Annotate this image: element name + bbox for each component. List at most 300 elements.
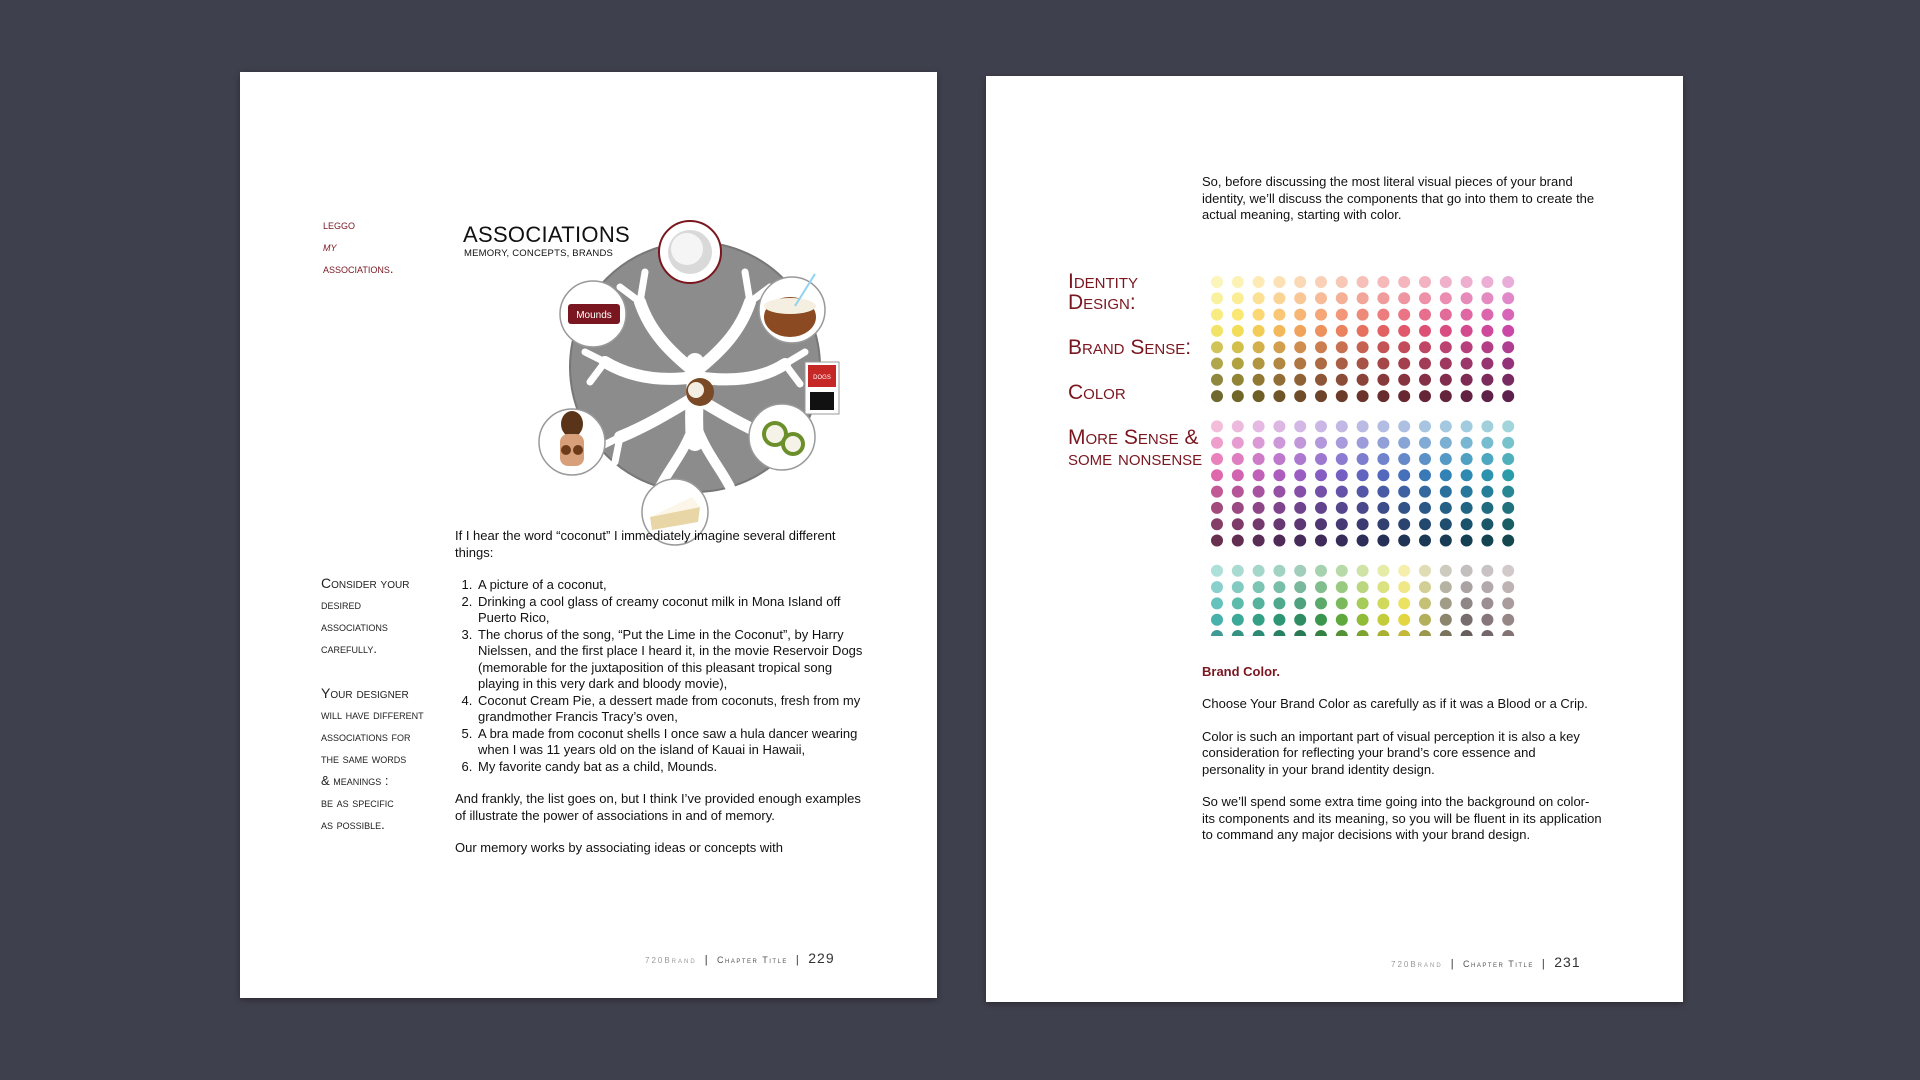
color-swatch bbox=[1481, 630, 1493, 636]
color-swatch bbox=[1502, 292, 1514, 304]
color-swatch bbox=[1440, 292, 1452, 304]
color-swatch bbox=[1294, 453, 1306, 465]
color-swatch bbox=[1315, 565, 1327, 577]
title-identity-design: Identity Design: bbox=[1068, 270, 1139, 314]
color-swatch bbox=[1232, 486, 1244, 498]
color-swatch bbox=[1461, 581, 1473, 593]
color-swatch bbox=[1357, 535, 1369, 547]
color-swatch bbox=[1315, 358, 1327, 370]
color-swatch bbox=[1211, 276, 1223, 288]
color-swatch bbox=[1315, 420, 1327, 432]
color-swatch bbox=[1461, 374, 1473, 386]
color-swatch bbox=[1398, 341, 1410, 353]
side-note-line: & meanings : bbox=[321, 773, 389, 788]
side-note-consider bbox=[321, 572, 456, 660]
footer-brand: 720Brand bbox=[1391, 960, 1443, 969]
color-swatch bbox=[1336, 341, 1348, 353]
color-swatch bbox=[1315, 469, 1327, 481]
coconut-half-icon bbox=[659, 221, 721, 283]
color-swatch bbox=[1315, 486, 1327, 498]
color-swatch bbox=[1440, 437, 1452, 449]
page-number: 229 bbox=[808, 950, 835, 966]
color-swatch bbox=[1336, 309, 1348, 321]
diagram-subtitle: MEMORY, CONCEPTS, BRANDS bbox=[464, 248, 614, 259]
side-note-line: associations bbox=[321, 619, 388, 634]
color-swatch bbox=[1502, 535, 1514, 547]
color-swatch bbox=[1253, 565, 1265, 577]
color-swatch bbox=[1253, 469, 1265, 481]
paragraph: Our memory works by associating ideas or concepts with bbox=[455, 840, 784, 855]
color-swatch bbox=[1211, 292, 1223, 304]
color-swatch bbox=[1294, 390, 1306, 402]
color-swatch bbox=[1211, 614, 1223, 626]
color-swatch bbox=[1253, 374, 1265, 386]
left-page bbox=[240, 72, 937, 998]
color-swatch bbox=[1211, 437, 1223, 449]
color-swatch bbox=[1502, 276, 1514, 288]
color-swatch bbox=[1294, 535, 1306, 547]
color-swatch bbox=[1419, 309, 1431, 321]
color-swatch bbox=[1461, 276, 1473, 288]
color-swatch-chart bbox=[1208, 276, 1598, 636]
color-swatch bbox=[1481, 453, 1493, 465]
color-swatch bbox=[1461, 390, 1473, 402]
list-item: 4. Coconut Cream Pie, a dessert made from coconuts, fresh from my grandmother Francis Tracy’s oven, bbox=[476, 693, 875, 726]
color-swatch bbox=[1211, 325, 1223, 337]
color-swatch bbox=[1461, 292, 1473, 304]
color-swatch bbox=[1336, 374, 1348, 386]
list-item: 2. Drinking a cool glass of creamy coconut milk in Mona Island off Puerto Rico, bbox=[476, 594, 875, 627]
color-swatch bbox=[1377, 358, 1389, 370]
page-footer: 720Brand | Chapter Title | 229 bbox=[645, 950, 835, 966]
color-swatch bbox=[1377, 502, 1389, 514]
color-swatch bbox=[1232, 502, 1244, 514]
color-swatch bbox=[1461, 614, 1473, 626]
color-swatch bbox=[1294, 502, 1306, 514]
color-swatch bbox=[1357, 358, 1369, 370]
color-swatch bbox=[1315, 518, 1327, 530]
color-swatch bbox=[1211, 581, 1223, 593]
color-swatch bbox=[1294, 469, 1306, 481]
color-swatch bbox=[1502, 358, 1514, 370]
color-swatch bbox=[1294, 486, 1306, 498]
side-note-line: Consider your bbox=[321, 575, 410, 591]
color-swatch bbox=[1461, 486, 1473, 498]
color-swatch bbox=[1294, 358, 1306, 370]
color-swatch bbox=[1253, 597, 1265, 609]
color-swatch bbox=[1481, 518, 1493, 530]
color-swatch bbox=[1440, 341, 1452, 353]
color-swatch bbox=[1461, 453, 1473, 465]
color-swatch bbox=[1419, 614, 1431, 626]
color-swatch bbox=[1398, 597, 1410, 609]
color-swatch bbox=[1211, 535, 1223, 547]
color-swatch bbox=[1232, 276, 1244, 288]
color-swatch bbox=[1398, 453, 1410, 465]
color-swatch bbox=[1357, 597, 1369, 609]
color-swatch bbox=[1502, 581, 1514, 593]
color-swatch bbox=[1336, 597, 1348, 609]
color-swatch bbox=[1273, 535, 1285, 547]
color-swatch bbox=[1336, 276, 1348, 288]
color-swatch bbox=[1419, 358, 1431, 370]
color-swatch bbox=[1211, 341, 1223, 353]
color-swatch bbox=[1502, 437, 1514, 449]
color-swatch bbox=[1377, 292, 1389, 304]
color-swatch bbox=[1232, 341, 1244, 353]
color-swatch bbox=[1232, 453, 1244, 465]
color-swatch bbox=[1253, 581, 1265, 593]
color-swatch bbox=[1502, 390, 1514, 402]
color-swatch bbox=[1315, 276, 1327, 288]
color-swatch bbox=[1211, 518, 1223, 530]
color-swatch bbox=[1377, 420, 1389, 432]
color-swatch bbox=[1336, 581, 1348, 593]
color-swatch bbox=[1336, 453, 1348, 465]
svg-text:DOGS: DOGS bbox=[813, 375, 831, 381]
color-swatch bbox=[1232, 292, 1244, 304]
color-swatch bbox=[1211, 469, 1223, 481]
side-note-line: carefully. bbox=[321, 641, 377, 656]
color-swatch bbox=[1440, 565, 1452, 577]
side-note-line: as possible. bbox=[321, 817, 385, 832]
color-swatch bbox=[1398, 390, 1410, 402]
color-swatch bbox=[1419, 469, 1431, 481]
color-swatch bbox=[1294, 276, 1306, 288]
color-swatch bbox=[1398, 614, 1410, 626]
color-swatch bbox=[1232, 390, 1244, 402]
color-swatch bbox=[1481, 581, 1493, 593]
color-swatch bbox=[1273, 581, 1285, 593]
color-swatch bbox=[1461, 502, 1473, 514]
color-swatch bbox=[1294, 325, 1306, 337]
color-swatch bbox=[1398, 325, 1410, 337]
color-swatch bbox=[1481, 276, 1493, 288]
page-footer: 720Brand | Chapter Title | 231 bbox=[1391, 954, 1581, 970]
color-swatch bbox=[1481, 292, 1493, 304]
color-swatch bbox=[1398, 309, 1410, 321]
color-swatch bbox=[1377, 374, 1389, 386]
color-swatch bbox=[1273, 276, 1285, 288]
color-swatch bbox=[1294, 597, 1306, 609]
color-swatch bbox=[1502, 374, 1514, 386]
color-swatch bbox=[1357, 502, 1369, 514]
color-swatch bbox=[1398, 358, 1410, 370]
color-swatch bbox=[1315, 630, 1327, 636]
color-swatch bbox=[1377, 630, 1389, 636]
side-note-line: desired bbox=[321, 597, 362, 612]
color-swatch bbox=[1357, 437, 1369, 449]
color-swatch bbox=[1253, 325, 1265, 337]
color-swatch bbox=[1440, 581, 1452, 593]
color-swatch bbox=[1481, 614, 1493, 626]
color-swatch bbox=[1461, 535, 1473, 547]
color-swatch bbox=[1315, 341, 1327, 353]
color-swatch bbox=[1232, 358, 1244, 370]
color-swatch bbox=[1481, 374, 1493, 386]
color-swatch bbox=[1273, 292, 1285, 304]
color-swatch bbox=[1461, 325, 1473, 337]
associations-diagram bbox=[520, 212, 850, 582]
color-swatch bbox=[1211, 453, 1223, 465]
color-swatch bbox=[1294, 309, 1306, 321]
color-swatch bbox=[1315, 325, 1327, 337]
color-swatch bbox=[1419, 453, 1431, 465]
color-swatch bbox=[1502, 486, 1514, 498]
association-list bbox=[455, 577, 875, 775]
color-swatch bbox=[1481, 535, 1493, 547]
color-swatch bbox=[1336, 469, 1348, 481]
color-swatch bbox=[1357, 374, 1369, 386]
color-swatch bbox=[1357, 309, 1369, 321]
color-swatch bbox=[1440, 358, 1452, 370]
color-swatch bbox=[1481, 502, 1493, 514]
color-swatch bbox=[1336, 390, 1348, 402]
color-swatch bbox=[1398, 469, 1410, 481]
section-titles bbox=[1068, 271, 1208, 493]
color-swatch bbox=[1253, 341, 1265, 353]
color-swatch bbox=[1232, 469, 1244, 481]
color-swatch bbox=[1294, 341, 1306, 353]
color-swatch bbox=[1273, 341, 1285, 353]
side-note-designer bbox=[321, 682, 456, 836]
title-color: Color bbox=[1068, 381, 1126, 404]
color-swatch bbox=[1211, 486, 1223, 498]
color-swatch bbox=[1502, 453, 1514, 465]
color-swatch bbox=[1232, 309, 1244, 321]
mounds-label: Mounds bbox=[576, 310, 612, 321]
color-swatch bbox=[1253, 309, 1265, 321]
color-swatch bbox=[1336, 518, 1348, 530]
footer-chapter: Chapter Title bbox=[717, 955, 788, 965]
color-swatch bbox=[1315, 453, 1327, 465]
color-swatch bbox=[1315, 535, 1327, 547]
color-swatch bbox=[1253, 630, 1265, 636]
color-swatch bbox=[1398, 437, 1410, 449]
side-note-line: be as specific bbox=[321, 795, 394, 810]
color-swatch bbox=[1502, 309, 1514, 321]
color-swatch bbox=[1440, 390, 1452, 402]
color-swatch bbox=[1461, 420, 1473, 432]
color-swatch bbox=[1440, 453, 1452, 465]
color-swatch bbox=[1232, 535, 1244, 547]
color-swatch bbox=[1232, 518, 1244, 530]
title-brand-sense: Brand Sense: bbox=[1068, 336, 1192, 359]
color-swatch bbox=[1273, 437, 1285, 449]
color-swatch bbox=[1502, 630, 1514, 636]
color-swatch bbox=[1419, 518, 1431, 530]
color-swatch bbox=[1461, 358, 1473, 370]
color-swatch bbox=[1294, 437, 1306, 449]
color-swatch bbox=[1481, 341, 1493, 353]
color-swatch bbox=[1398, 420, 1410, 432]
color-swatch bbox=[1315, 437, 1327, 449]
color-swatch bbox=[1419, 597, 1431, 609]
color-swatch bbox=[1211, 502, 1223, 514]
color-swatch bbox=[1357, 486, 1369, 498]
color-swatch bbox=[1377, 535, 1389, 547]
color-swatch bbox=[1398, 486, 1410, 498]
color-swatch bbox=[1419, 325, 1431, 337]
color-swatch bbox=[1273, 502, 1285, 514]
color-swatch bbox=[1377, 581, 1389, 593]
color-swatch bbox=[1336, 292, 1348, 304]
color-swatch bbox=[1502, 518, 1514, 530]
color-swatch bbox=[1294, 292, 1306, 304]
color-swatch bbox=[1315, 614, 1327, 626]
diagram-title: ASSOCIATIONS bbox=[463, 222, 630, 247]
color-swatch bbox=[1440, 374, 1452, 386]
color-swatch bbox=[1481, 469, 1493, 481]
color-swatch bbox=[1294, 420, 1306, 432]
color-swatch bbox=[1502, 597, 1514, 609]
paragraph: And frankly, the list goes on, but I think I’ve provided enough examples of illustrate the power of associations in and of memory. bbox=[455, 791, 861, 823]
color-swatch bbox=[1211, 630, 1223, 636]
color-swatch bbox=[1481, 597, 1493, 609]
color-swatch bbox=[1377, 390, 1389, 402]
side-heading-line: my bbox=[323, 239, 337, 254]
color-swatch bbox=[1253, 502, 1265, 514]
color-swatch bbox=[1419, 341, 1431, 353]
color-swatch bbox=[1398, 518, 1410, 530]
list-item: 5. A bra made from coconut shells I once saw a hula dancer wearing when I was 11 years old on the island of Kauai in Hawaii, bbox=[476, 726, 875, 759]
list-item: 6. My favorite candy bat as a child, Mounds. bbox=[476, 759, 875, 776]
color-swatch bbox=[1357, 325, 1369, 337]
color-swatch bbox=[1232, 630, 1244, 636]
coconut-slices-icon bbox=[749, 404, 815, 470]
color-swatch bbox=[1440, 325, 1452, 337]
mounds-candy-icon bbox=[560, 281, 626, 347]
color-swatch bbox=[1294, 374, 1306, 386]
footer-chapter: Chapter Title bbox=[1463, 959, 1534, 969]
color-swatch bbox=[1502, 565, 1514, 577]
color-swatch bbox=[1357, 341, 1369, 353]
right-intro bbox=[1202, 174, 1602, 240]
color-swatch bbox=[1440, 630, 1452, 636]
color-swatch bbox=[1273, 597, 1285, 609]
color-swatch bbox=[1461, 597, 1473, 609]
side-heading-line: leggo bbox=[323, 217, 356, 232]
color-swatch bbox=[1481, 565, 1493, 577]
color-swatch bbox=[1398, 374, 1410, 386]
color-swatch bbox=[1440, 420, 1452, 432]
color-swatch bbox=[1377, 325, 1389, 337]
color-swatch bbox=[1440, 597, 1452, 609]
color-swatch bbox=[1357, 276, 1369, 288]
color-swatch bbox=[1315, 390, 1327, 402]
color-swatch bbox=[1481, 309, 1493, 321]
color-swatch bbox=[1502, 614, 1514, 626]
color-swatch bbox=[1419, 276, 1431, 288]
color-swatch bbox=[1419, 390, 1431, 402]
left-body bbox=[455, 528, 875, 873]
color-swatch bbox=[1502, 420, 1514, 432]
color-swatch bbox=[1419, 502, 1431, 514]
color-swatch bbox=[1461, 518, 1473, 530]
color-swatch bbox=[1419, 437, 1431, 449]
color-swatch bbox=[1315, 597, 1327, 609]
color-swatch bbox=[1336, 565, 1348, 577]
color-swatch bbox=[1377, 518, 1389, 530]
color-swatch bbox=[1502, 469, 1514, 481]
color-swatch bbox=[1502, 325, 1514, 337]
color-swatch bbox=[1336, 358, 1348, 370]
color-swatch bbox=[1398, 581, 1410, 593]
color-swatch bbox=[1273, 325, 1285, 337]
color-swatch bbox=[1481, 390, 1493, 402]
paragraph: Color is such an important part of visual perception it is also a key consideration for reflecting your brand’s core essence and personality in your brand identity design. bbox=[1202, 728, 1580, 777]
color-swatch bbox=[1211, 390, 1223, 402]
color-swatch bbox=[1253, 614, 1265, 626]
color-swatch bbox=[1336, 437, 1348, 449]
color-swatch bbox=[1336, 486, 1348, 498]
color-swatch bbox=[1357, 565, 1369, 577]
color-swatch bbox=[1315, 502, 1327, 514]
color-swatch bbox=[1461, 469, 1473, 481]
color-swatch bbox=[1377, 469, 1389, 481]
color-swatch bbox=[1294, 581, 1306, 593]
color-swatch bbox=[1377, 341, 1389, 353]
color-swatch bbox=[1357, 630, 1369, 636]
color-swatch bbox=[1461, 341, 1473, 353]
color-swatch bbox=[1419, 486, 1431, 498]
color-swatch bbox=[1273, 486, 1285, 498]
color-swatch bbox=[1273, 630, 1285, 636]
color-swatch bbox=[1273, 469, 1285, 481]
paragraph: Choose Your Brand Color as carefully as if it was a Blood or a Crip. bbox=[1202, 696, 1588, 711]
color-swatch bbox=[1440, 486, 1452, 498]
color-swatch bbox=[1377, 309, 1389, 321]
color-swatch bbox=[1357, 581, 1369, 593]
color-swatch bbox=[1253, 358, 1265, 370]
color-swatch bbox=[1232, 581, 1244, 593]
page-number: 231 bbox=[1554, 954, 1581, 970]
color-swatch bbox=[1273, 565, 1285, 577]
color-swatch bbox=[1294, 518, 1306, 530]
color-swatch bbox=[1481, 486, 1493, 498]
right-body bbox=[1202, 696, 1602, 860]
color-swatch bbox=[1336, 614, 1348, 626]
color-swatch bbox=[1315, 292, 1327, 304]
color-swatch bbox=[1253, 453, 1265, 465]
brand-color-heading: Brand Color. bbox=[1202, 664, 1281, 679]
color-swatch bbox=[1232, 565, 1244, 577]
color-swatch bbox=[1253, 420, 1265, 432]
color-swatch bbox=[1440, 469, 1452, 481]
color-swatch bbox=[1273, 518, 1285, 530]
color-swatch bbox=[1461, 437, 1473, 449]
color-swatch bbox=[1273, 309, 1285, 321]
color-swatch bbox=[1419, 630, 1431, 636]
color-swatch bbox=[1377, 276, 1389, 288]
color-swatch bbox=[1273, 374, 1285, 386]
color-swatch bbox=[1211, 565, 1223, 577]
color-swatch bbox=[1377, 614, 1389, 626]
color-swatch bbox=[1211, 358, 1223, 370]
color-swatch bbox=[1253, 390, 1265, 402]
color-swatch bbox=[1232, 420, 1244, 432]
color-swatch bbox=[1461, 565, 1473, 577]
color-swatch bbox=[1253, 276, 1265, 288]
side-heading bbox=[323, 214, 443, 280]
right-page bbox=[986, 76, 1683, 1002]
color-swatch bbox=[1440, 276, 1452, 288]
color-swatch bbox=[1232, 597, 1244, 609]
color-swatch bbox=[1419, 565, 1431, 577]
color-swatch bbox=[1253, 535, 1265, 547]
footer-brand: 720Brand bbox=[645, 956, 697, 965]
color-swatch bbox=[1481, 325, 1493, 337]
